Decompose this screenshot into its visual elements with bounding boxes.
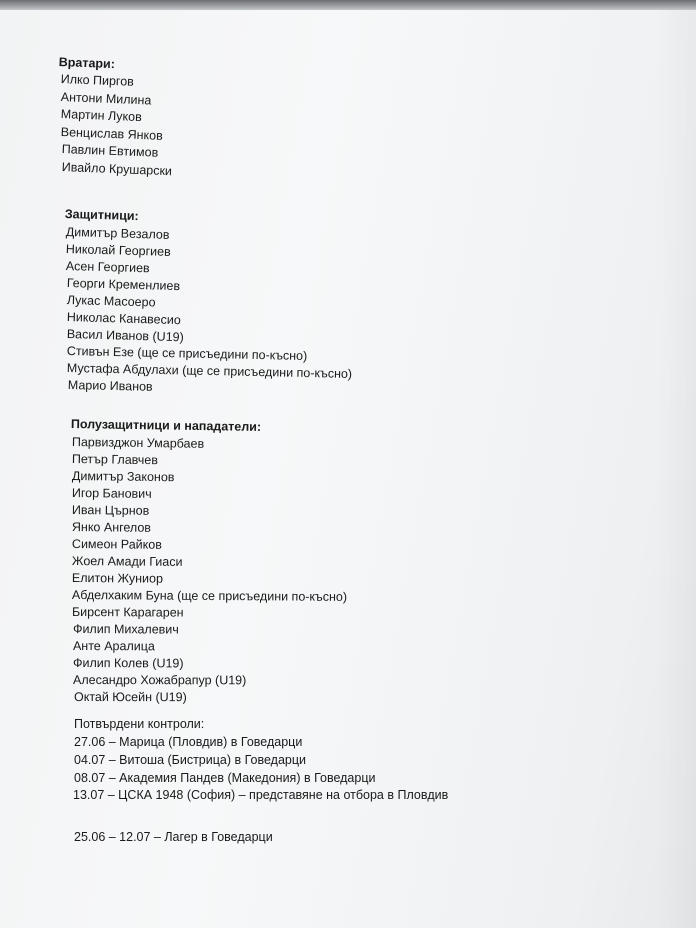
camp-note: 25.06 – 12.07 – Лагер в Говедарци xyxy=(74,830,273,844)
midfielder-forward-item: Елитон Жуниор xyxy=(71,571,163,586)
midfielder-forward-item: Петър Главчев xyxy=(71,452,158,468)
friendly-item: 27.06 – Марица (Пловдив) в Говедарци xyxy=(74,735,303,749)
friendly-item: 13.07 – ЦСКА 1948 (София) – представяне на отбора в Пловдив xyxy=(73,788,449,802)
defenders-heading: Защитници: xyxy=(64,207,139,224)
midfielder-forward-item: Октай Юсейн (U19) xyxy=(73,690,187,705)
goalkeeper-item: Мартин Луков xyxy=(60,107,143,125)
friendly-item: 08.07 – Академия Пандев (Македония) в Говедарци xyxy=(74,771,376,785)
goalkeepers-heading: Вратари: xyxy=(58,55,116,72)
midfielder-forward-item: Иван Църнов xyxy=(71,503,150,518)
goalkeeper-item: Антони Милина xyxy=(60,90,152,108)
defender-item: Николай Георгиев xyxy=(65,242,171,259)
defender-item: Димитър Везалов xyxy=(65,225,170,242)
goalkeeper-item: Венцислав Янков xyxy=(60,125,164,143)
defender-item: Васил Иванов (U19) xyxy=(66,327,184,345)
midfielder-forward-item: Игор Банович xyxy=(71,486,152,501)
friendly-item: 04.07 – Витоша (Бистрица) в Говедарци xyxy=(74,753,307,767)
defender-item: Георги Кременлиев xyxy=(66,276,181,294)
midfielder-forward-item: Филип Михалевич xyxy=(72,622,179,637)
defender-item: Николас Канавесио xyxy=(66,310,181,328)
defender-item: Лукас Масоеро xyxy=(66,293,156,310)
friendlies-heading: Потвърдени контроли: xyxy=(74,717,205,731)
goalkeeper-item: Ивайло Крушарски xyxy=(61,160,173,179)
midfielder-forward-item: Жоел Амади Гиаси xyxy=(71,554,183,569)
goalkeeper-item: Павлин Евтимов xyxy=(61,142,159,160)
midfielder-forward-item: Парвизджон Умарбаев xyxy=(71,435,205,451)
goalkeeper-item: Илко Пиргов xyxy=(60,72,135,89)
defender-item: Стивън Езе (ще се присъедини по-късно) xyxy=(66,344,308,364)
midfielder-forward-item: Янко Ангелов xyxy=(71,520,152,535)
midfielder-forward-item: Бирсент Карагарен xyxy=(71,605,184,620)
midfielder-forward-item: Анте Аралица xyxy=(72,639,155,654)
midfielder-forward-item: Абделхаким Буна (ще се присъедини по-късно) xyxy=(71,588,348,604)
midfielders-forwards-heading: Полузащитници и нападатели: xyxy=(70,417,262,434)
midfielder-forward-item: Алесандро Хожабрапур (U19) xyxy=(72,673,247,688)
midfielder-forward-item: Филип Колев (U19) xyxy=(72,656,184,671)
defender-item: Асен Георгиев xyxy=(65,259,150,276)
defender-item: Мустафа Абдулахи (ще се присъедини по-късно) xyxy=(66,361,353,381)
midfielder-forward-item: Симеон Райков xyxy=(71,537,162,552)
paper-sheet xyxy=(0,10,696,928)
defender-item: Марио Иванов xyxy=(67,378,153,394)
midfielder-forward-item: Димитър Законов xyxy=(71,469,175,485)
